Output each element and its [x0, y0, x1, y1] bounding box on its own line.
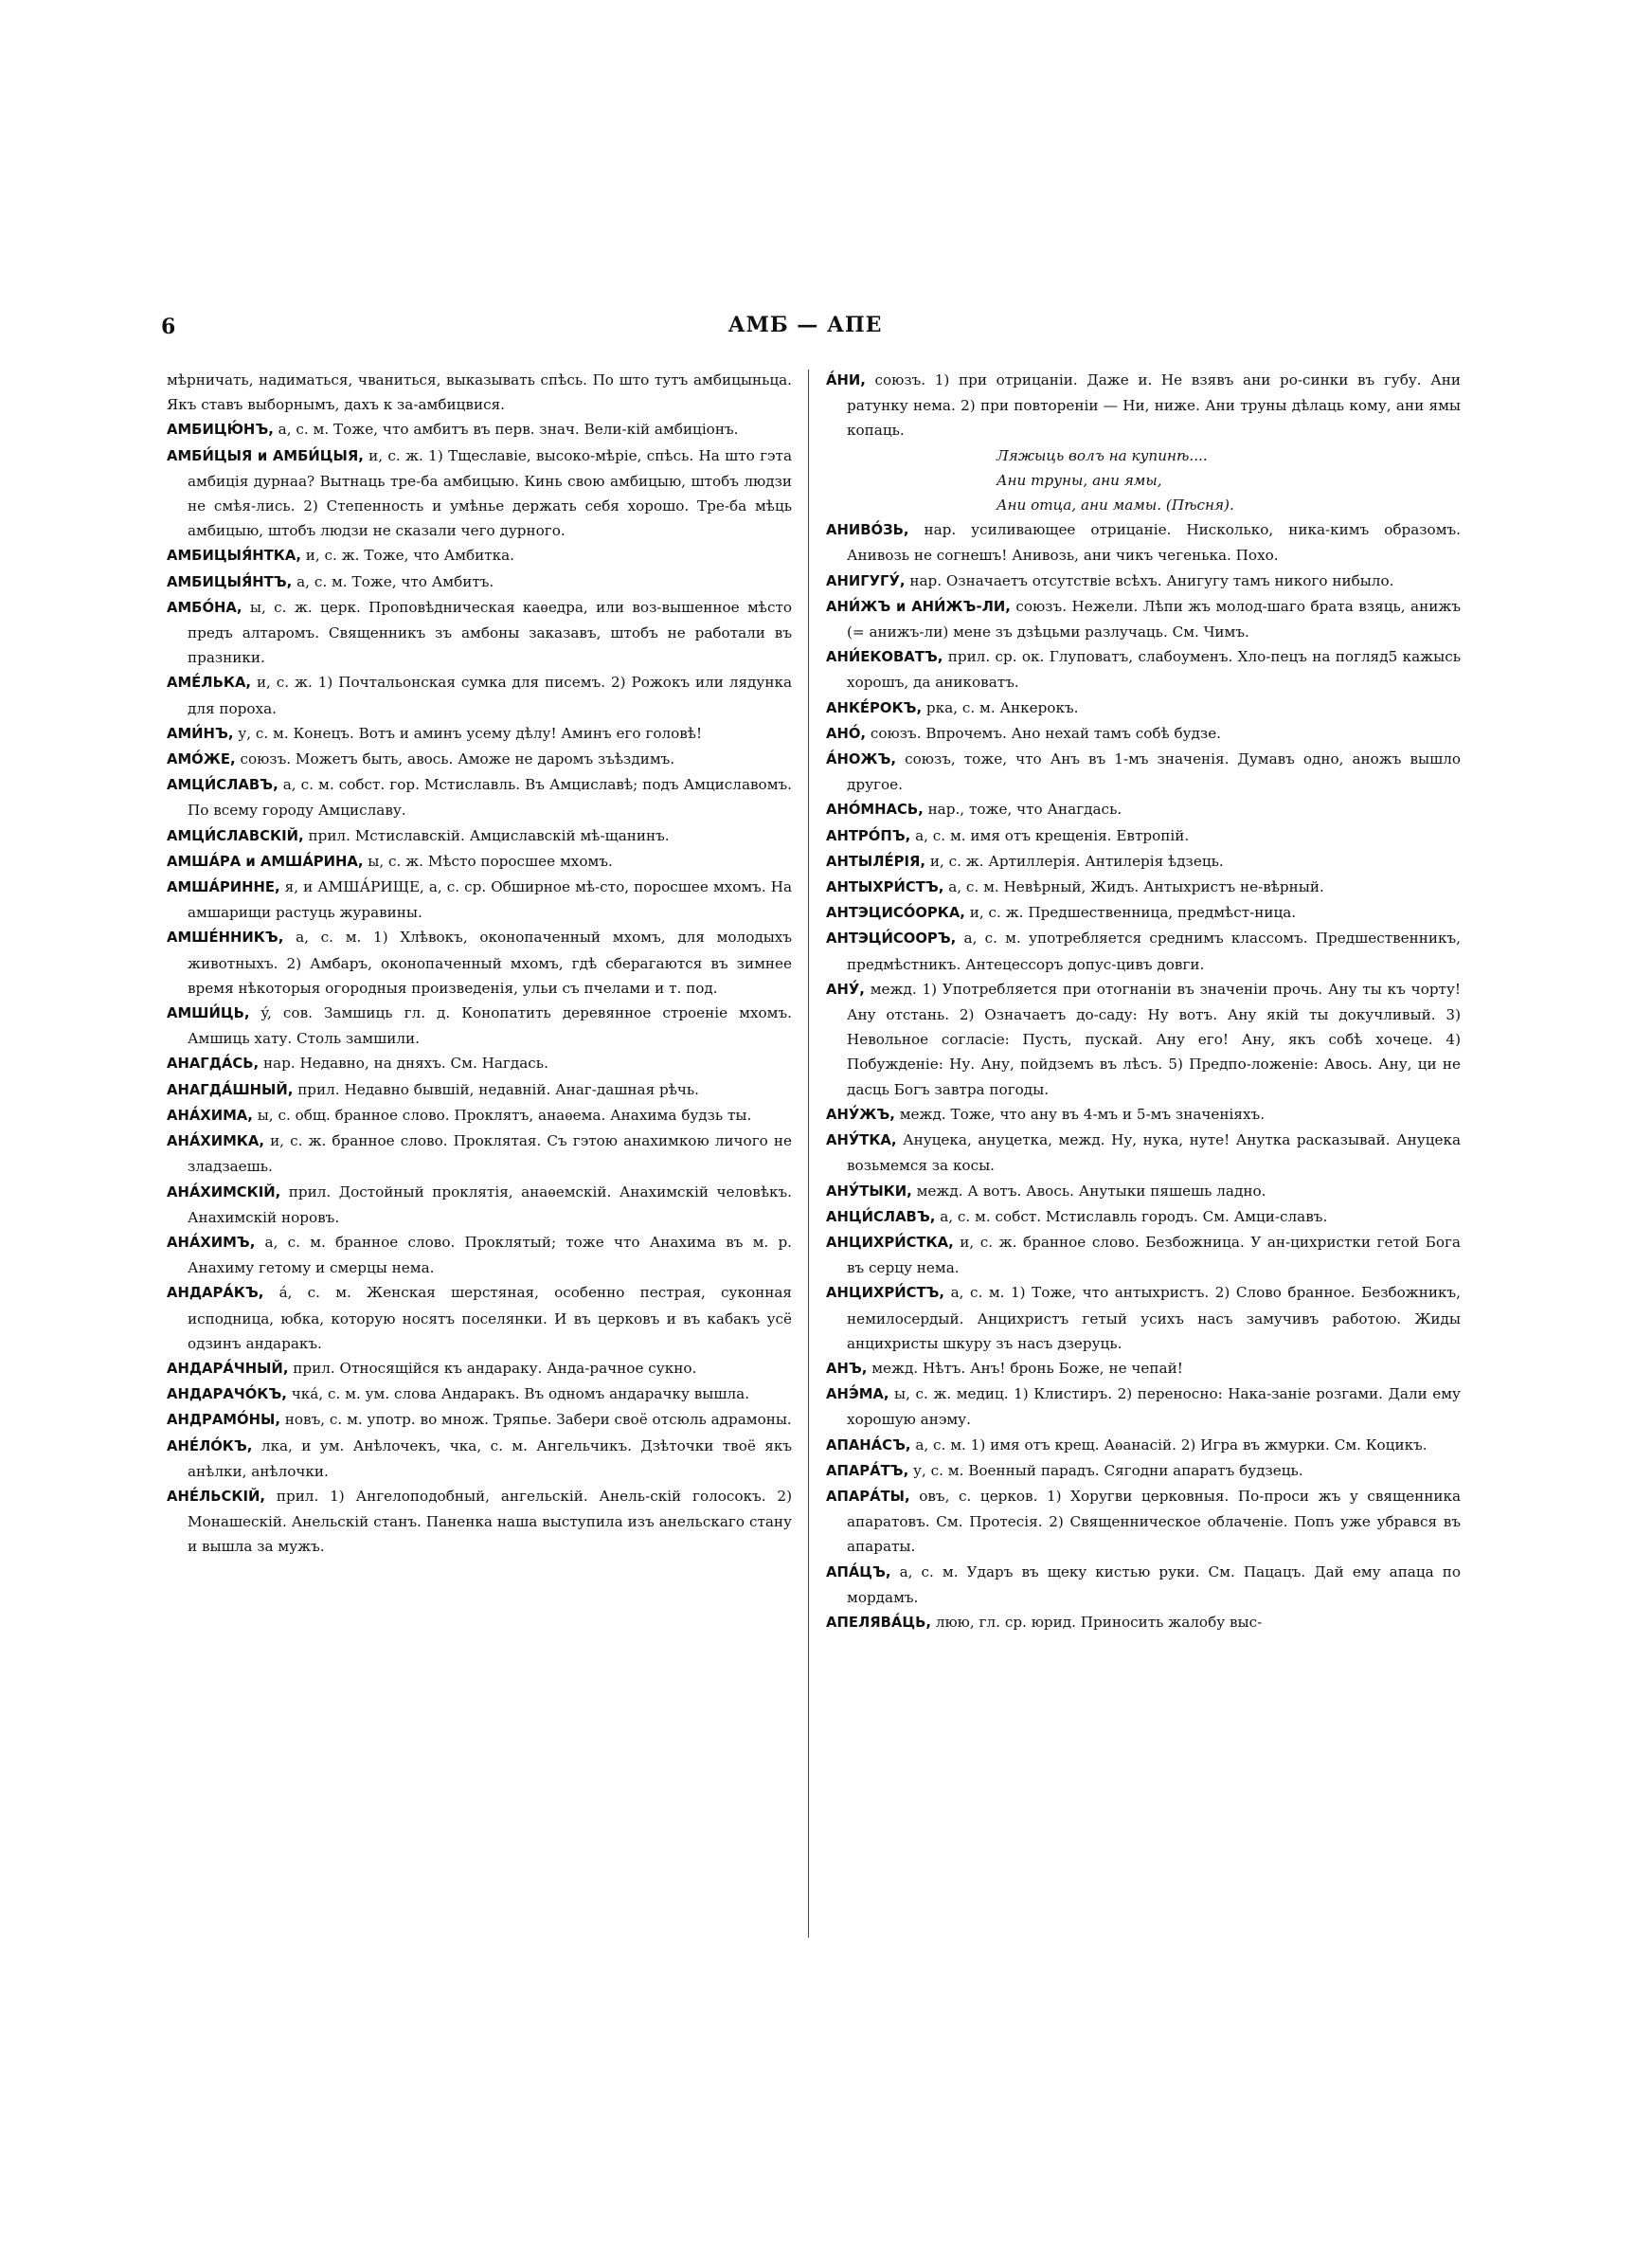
column-divider — [808, 370, 809, 1938]
entry-headword: АНТРО́ПЪ, — [826, 827, 911, 844]
entry-definition: и, с. ж. 1) Почтальонская сумка для писемъ. 2) Рожокъ или лядунка для пороха. — [188, 674, 792, 717]
dictionary-entry — [167, 543, 792, 569]
entry-headword: АНИ́ЕКОВАТЪ, — [826, 649, 943, 666]
dictionary-entry — [167, 1407, 792, 1433]
entry-definition: ý, сов. Замшиць гл. д. Конопатить деревянное строеніе мхомъ. Амшиць хату. Столь замшили. — [188, 1004, 792, 1048]
dictionary-entry — [826, 517, 1461, 568]
entry-definition: á, с. м. Женская шерстяная, особенно пестрая, суконная исподница, юбка, которую носятъ поселянки. И въ церковъ и въ кабакъ усё одзинъ андаракъ. — [188, 1284, 793, 1352]
entry-definition: а, с. м. имя отъ крещенія. Евтропій. — [915, 826, 1190, 844]
dictionary-entry — [826, 1381, 1461, 1432]
entry-definition: мѣрничать, надиматься, чваниться, выказывать спѣсь. По што тутъ амбицыньца. Якъ ставъ выборнымъ, дахъ к за-амбицвися. — [167, 371, 792, 414]
dictionary-entry — [826, 900, 1461, 926]
entry-headword: АНАГДА́ШНЫЙ, — [167, 1081, 294, 1098]
dictionary-entry — [826, 797, 1461, 822]
entry-definition: а, с. м. собст. гор. Мстиславль. Въ Амциславѣ; подъ Амциславомъ. По всему городу Амциславу. — [188, 776, 792, 820]
entry-definition: ы, с. ж. медиц. 1) Клистиръ. 2) переносно: Нака-заніе розгами. Дали ему хорошую анэму. — [847, 1385, 1461, 1429]
entry-headword: АНО́МНАСЬ, — [826, 802, 924, 819]
entry-headword: АНАГДА́СЬ, — [167, 1056, 260, 1073]
entry-definition: союзъ. Нежели. Лѣпи жъ молод-шаго брата взяць, анижъ (= анижъ-ли) мене зъ дзѣцьми разлучаць. См. Чимъ. — [847, 597, 1461, 641]
entry-definition: овъ, с. церков. 1) Хоругви церковныя. По-проси жъ у священника апаратовъ. См. Протесія. 2) Священническое облаченіе. Попъ уже убрався въ апараты. — [847, 1487, 1462, 1556]
dictionary-entry — [167, 1230, 792, 1280]
entry-definition: и, с. ж. бранное слово. Безбожница. У ан-цихристки гетой Бога въ серцу нема. — [847, 1233, 1461, 1277]
entry-definition: прил. ср. ок. Глуповатъ, слабоуменъ. Хло-пецъ на погляд5 кажысь хорошъ, да аниковатъ. — [847, 648, 1462, 692]
entry-headword: АНТЫЛЕ́РІЯ, — [826, 853, 926, 870]
entry-headword: АПАНА́СЪ, — [826, 1436, 911, 1454]
entry-definition: союзъ. 1) при отрицаніи. Даже и. Не взявъ ани ро-синки въ губу. Ани ратунку нема. 2) при повтореніи — Ни, ниже. Ани труны дѣлаць кому, ани ямы копаць. — [847, 371, 1462, 440]
dictionary-entry — [167, 875, 792, 925]
dictionary-entry — [826, 977, 1461, 1102]
entry-definition: прил. Мстиславскій. Амциславскій мѣ-щанинъ. — [308, 826, 670, 844]
dictionary-entry — [167, 1180, 792, 1230]
entry-definition: союзъ. Впрочемъ. Ано нехай тамъ собѣ будзе. — [870, 724, 1222, 742]
dictionary-entry — [826, 695, 1461, 721]
dictionary-entry — [826, 569, 1461, 594]
entry-headword: АНДАРА́КЪ, — [167, 1285, 264, 1302]
dictionary-entry — [167, 1280, 792, 1356]
entry-headword: А́НИ, — [826, 372, 866, 388]
entry-definition: межд. А вотъ. Авось. Анутыки пяшешь ладно. — [916, 1182, 1266, 1200]
dictionary-entry — [167, 1356, 792, 1381]
entry-definition: Ануцека, ануцетка, межд. Ну, нука, нуте! Анутка расказывай. Ануцека возьмемся за косы. — [847, 1131, 1462, 1175]
dictionary-entry — [826, 644, 1461, 695]
entry-headword: АМЦИ́СЛАВЪ, — [167, 777, 278, 794]
verse-line: Ани отца, ани мамы. (Пѣсня). — [997, 497, 1234, 515]
entry-headword: АМБО́НА, — [167, 599, 242, 616]
entry-headword: АМО́ЖЕ, — [167, 751, 236, 768]
entry-headword: АНТЫХРИ́СТЪ, — [826, 879, 944, 896]
running-head: АМБ — АПЕ — [727, 313, 883, 337]
entry-definition: люю, гл. ср. юрид. Приносить жалобу выс- — [935, 1613, 1263, 1631]
entry-definition: а, с. м. употребляется среднимъ классомъ. Предшественникъ, предмѣстникъ. Антецессоръ допус-цивъ довги. — [847, 930, 1461, 973]
entry-headword: АНО́, — [826, 725, 867, 742]
entry-definition: и, с. ж. Тоже, что Амбитка. — [305, 547, 514, 565]
entry-definition: нар. усиливающее отрицаніе. Нисколько, ника-кимъ образомъ. Анивозь не согнешъ! Анивозь, ани чикъ чегенька. Похо. — [847, 521, 1461, 565]
entry-headword: АНКЕ́РОКЪ, — [826, 699, 923, 716]
entry-headword: АНЪ, — [826, 1360, 868, 1377]
entry-definition: и, с. ж. бранное слово. Проклятая. Съ гэтою анахимкою личого не зладзаешь. — [188, 1132, 792, 1176]
dictionary-entry — [826, 1433, 1461, 1458]
dictionary-entry — [826, 368, 1461, 443]
entry-definition: а, с. м. 1) Тоже, что антыхристъ. 2) Слово бранное. Безбожникъ, немилосердый. Анцихристъ гетый усихъ насъ замучивъ работою. Жиды анцихристы шкуру зъ насъ дзеруць. — [847, 1284, 1461, 1352]
dictionary-entry — [826, 1230, 1461, 1280]
dictionary-entry — [167, 849, 792, 875]
entry-headword: АМША́РА и АМША́РИНА, — [167, 853, 364, 870]
dictionary-entry — [826, 1610, 1461, 1635]
entry-headword: АПАРА́ТЪ, — [826, 1462, 909, 1479]
dictionary-entry — [826, 1102, 1461, 1128]
dictionary-entry — [826, 1560, 1461, 1610]
dictionary-entry — [167, 772, 792, 822]
dictionary-entry — [167, 1381, 792, 1407]
entry-headword: АНЕ́ЛО́КЪ, — [167, 1437, 253, 1454]
entry-definition: нар. Означаетъ отсутствіе всѣхъ. Анигугу тамъ никого нибыло. — [909, 571, 1394, 589]
dictionary-entry — [167, 721, 792, 747]
entry-headword: АНИВО́ЗЬ, — [826, 522, 909, 539]
entry-definition: межд. Тоже, что ану въ 4-мъ и 5-мъ значеніяхъ. — [899, 1105, 1266, 1123]
entry-headword: АМБИЦЮ́НЪ, — [167, 422, 274, 439]
dictionary-entry — [167, 1077, 792, 1103]
entry-definition: прил. Относящійся къ андараку. Анда-рачное сукно. — [293, 1359, 697, 1377]
dictionary-entry — [167, 747, 792, 772]
entry-definition: а, с. м. собст. Мстиславль городъ. См. Амци-славъ. — [940, 1207, 1328, 1225]
dictionary-entry — [826, 1179, 1461, 1204]
entry-definition: прил. 1) Ангелоподобный, ангельскій. Анель-скій голосокъ. 2) Монашескій. Анельскій станъ. Паненка наша выступила изъ анельскаго стану и вышла за мужъ. — [188, 1487, 792, 1556]
entry-definition: и, с. ж. 1) Тщеславіе, высоко-мѣріе, спѣсь. На што гэта амбиція дурнаа? Вытнаць тре-ба амбицыю. Кинь свою амбицыю, штобъ людзи не смѣя-лись. 2) Степенность и умѣнье держать себя хорошо. Тре-ба мѣць амбицыю, штобъ людзи не сказали чего дурного. — [188, 446, 792, 540]
entry-definition: рка, с. м. Анкерокъ. — [925, 698, 1079, 716]
entry-headword: А́НОЖЪ, — [826, 751, 897, 768]
entry-headword: АНУ́, — [826, 981, 865, 998]
verse-line: Ани труны, ани ямы, — [997, 471, 1162, 489]
entry-definition: и, с. ж. Артиллерія. Антилерія ѣдзець. — [929, 852, 1224, 870]
entry-definition: новъ, с. м. употр. во множ. Тряпье. Забери своё отсюль адрамоны. — [284, 1411, 792, 1429]
entry-headword: АМИ́НЪ, — [167, 725, 234, 742]
entry-definition: у, с. м. Военный парадъ. Сягодни апаратъ будзець. — [913, 1461, 1303, 1479]
entry-headword: АМША́РИННЕ, — [167, 879, 280, 896]
dictionary-entry — [167, 925, 792, 1001]
dictionary-entry — [826, 1128, 1461, 1178]
entry-headword: АПЕЛЯВА́ЦЬ, — [826, 1614, 931, 1631]
entry-definition: а, с. м. 1) имя отъ крещ. Аѳанасій. 2) Игра въ жмурки. См. Коцикъ. — [915, 1435, 1428, 1454]
entry-definition: ы, с. ж. Мѣсто поросшее мхомъ. — [368, 852, 613, 870]
dictionary-entry — [167, 443, 792, 544]
entry-headword: АМШЕ́ННИКЪ, — [167, 930, 284, 947]
dictionary-entry — [167, 569, 792, 595]
entry-headword: АНТЭЦИСО́ОРКА, — [826, 905, 965, 922]
entry-headword: АНЭ́МА, — [826, 1386, 889, 1403]
entry-headword: АНА́ХИМСКІЙ, — [167, 1183, 281, 1201]
entry-headword: АПА́ЦЪ, — [826, 1563, 891, 1580]
dictionary-entry — [167, 823, 792, 849]
dictionary-entry — [167, 1051, 792, 1076]
entry-definition: я, и АМША́РИЩЕ, а, с. ср. Обширное мѣ-сто, поросшее мхомъ. На амшарищи растуць журавины. — [188, 878, 793, 922]
entry-definition: прил. Недавно бывшій, недавній. Анаг-дашная рѣчь. — [297, 1080, 699, 1098]
entry-headword: АНЦИХРИ́СТКА, — [826, 1234, 954, 1251]
entry-headword: АМШИ́ЦЬ, — [167, 1005, 250, 1022]
dictionary-entry — [826, 1356, 1461, 1381]
entry-definition: а, с. м. Тоже, что амбитъ въ перв. знач. Вели-кій амбиціонъ. — [278, 421, 739, 439]
entry-headword: АМБИ́ЦЫЯ и АМБИ́ЦЫЯ, — [167, 447, 364, 464]
entry-definition: нар., тоже, что Анагдась. — [927, 801, 1122, 819]
dictionary-entry — [826, 823, 1461, 849]
entry-definition: а, с. м. Тоже, что Амбитъ. — [296, 572, 494, 590]
entry-headword: АМБИЦЫЯ́НТКА, — [167, 548, 301, 565]
dictionary-entry — [826, 1280, 1461, 1356]
dictionary-entry — [167, 595, 792, 671]
dictionary-entry — [167, 1434, 792, 1484]
entry-headword: АНДАРАЧО́КЪ, — [167, 1386, 287, 1403]
entry-headword: АНУ́ЖЪ, — [826, 1106, 895, 1123]
dictionary-entry — [167, 1001, 792, 1051]
entry-headword: АНЕ́ЛЬСКІЙ, — [167, 1488, 265, 1505]
dictionary-entry — [826, 1484, 1461, 1560]
entry-definition: нар. Недавно, на дняхъ. См. Нагдась. — [262, 1055, 548, 1073]
entry-definition: а, с. м. 1) Хлѣвокъ, оконопаченный мхомъ, для молодыхъ животныхъ. 2) Амбаръ, оконопаченный мхомъ, гдѣ сберагаются въ зимнее время нѣкоторыя огородныя произведенія, ульи съ пчелами и т. под. — [188, 929, 793, 997]
right-column — [826, 368, 1461, 1635]
page-number: 6 — [161, 315, 176, 339]
entry-headword: АНУ́ТКА, — [826, 1132, 897, 1149]
entry-definition: а, с. м. Ударъ въ щеку кистью руки. См. Пацацъ. Дай ему апаца по мордамъ. — [847, 1562, 1462, 1606]
entry-headword: АНЦИХРИ́СТЪ, — [826, 1285, 945, 1302]
entry-headword: АНТЭЦИ́СООРЪ, — [826, 930, 957, 948]
entry-definition: ы, с. ж. церк. Проповѣдническая каѳедра, или воз-вышенное мѣсто предъ алтаромъ. Священникъ зъ амбоны заказавъ, штобъ не работали въ празники. — [188, 598, 793, 667]
entry-headword: АМЕ́ЛЬКА, — [167, 675, 252, 692]
entry-definition: союзъ. Можетъ быть, авось. Аможе не даромъ зъѣздимъ. — [240, 750, 675, 768]
entry-headword: АНА́ХИМКА, — [167, 1133, 264, 1150]
dictionary-entry — [167, 670, 792, 720]
entry-definition: межд. 1) Употребляется при отогнаніи въ значеніи прочь. Ану ты къ чорту! Ану отстань. 2) Означаетъ до-саду: Ну вотъ. Ану якій ты докучливый. 3) Невольное согласіе: Пусть, пускай. Ану его! Ану, якъ собѣ хочеце. 4) Побужденіе: Ну. Ану, пойдземъ въ лѣсъ. 5) Предпо-ложеніе: Авось. Ану, ци не дасць Богъ завтра погоды. — [847, 980, 1461, 1098]
entry-headword: АНИ́ЖЪ и АНИ́ЖЪ-ЛИ, — [826, 598, 1011, 615]
entry-definition: лка, и ум. Анѣлочекъ, чка, с. м. Ангельчикъ. Дзѣточки твоё якъ анѣлки, анѣлочки. — [188, 1436, 792, 1480]
dictionary-entry — [826, 1458, 1461, 1484]
dictionary-entry — [167, 1103, 792, 1128]
dictionary-entry — [167, 368, 792, 417]
entry-headword: АНИГУГУ́, — [826, 572, 906, 589]
entry-headword: АНЦИ́СЛАВЪ, — [826, 1208, 936, 1225]
entry-headword: АПАРА́ТЫ, — [826, 1488, 910, 1505]
entry-definition: и, с. ж. Предшественница, предмѣст-ница. — [969, 904, 1297, 922]
entry-definition: ы, с. общ. бранное слово. Проклятъ, анаѳема. Анахима будзь ты. — [257, 1106, 752, 1124]
dictionary-entry — [826, 1204, 1461, 1230]
entry-headword: АНА́ХИМЪ, — [167, 1234, 256, 1251]
verse-line: Ляжыць волъ на купинѣ.... — [997, 446, 1208, 464]
dictionary-entry — [826, 594, 1461, 644]
entry-headword: АМЦИ́СЛАВСКІЙ, — [167, 827, 304, 844]
dictionary-entry — [167, 1484, 792, 1560]
entry-definition: межд. Нѣтъ. Анъ! бронь Боже, не чепай! — [871, 1359, 1183, 1377]
entry-definition: у, с. м. Конецъ. Вотъ и аминъ усему дѣлу! Аминъ его головѣ! — [238, 724, 703, 742]
dictionary-entry — [826, 849, 1461, 875]
entry-headword: АНДРАМО́НЫ, — [167, 1412, 280, 1429]
dictionary-entry — [826, 875, 1461, 900]
entry-definition: чкá, с. м. ум. слова Андаракъ. Въ одномъ андарачку вышла. — [291, 1385, 750, 1403]
dictionary-entry — [826, 926, 1461, 976]
entry-headword: АНУ́ТЫКИ, — [826, 1183, 912, 1200]
entry-headword: АНА́ХИМА, — [167, 1107, 253, 1124]
dictionary-entry — [167, 417, 792, 442]
entry-definition: союзъ, тоже, что Анъ въ 1-мъ значенія. Думавъ одно, аножъ вышло другое. — [847, 750, 1462, 794]
entry-definition: а, с. м. бранное слово. Проклятый; тоже что Анахима въ м. р. Анахиму гетому и смерцы нема. — [188, 1233, 792, 1277]
left-column — [167, 368, 792, 1560]
dictionary-entry — [167, 1128, 792, 1179]
entry-definition: а, с. м. Невѣрный, Жидъ. Антыхристъ не-вѣрный. — [948, 878, 1324, 896]
dictionary-entry — [826, 747, 1461, 797]
entry-headword: АМБИЦЫЯ́НТЪ, — [167, 573, 293, 590]
entry-headword: АНДАРА́ЧНЫЙ, — [167, 1360, 289, 1377]
entry-definition: прил. Достойный проклятія, анаѳемскій. Анахимскій человѣкъ. Анахимскій норовъ. — [188, 1183, 792, 1226]
dictionary-entry — [826, 721, 1461, 747]
